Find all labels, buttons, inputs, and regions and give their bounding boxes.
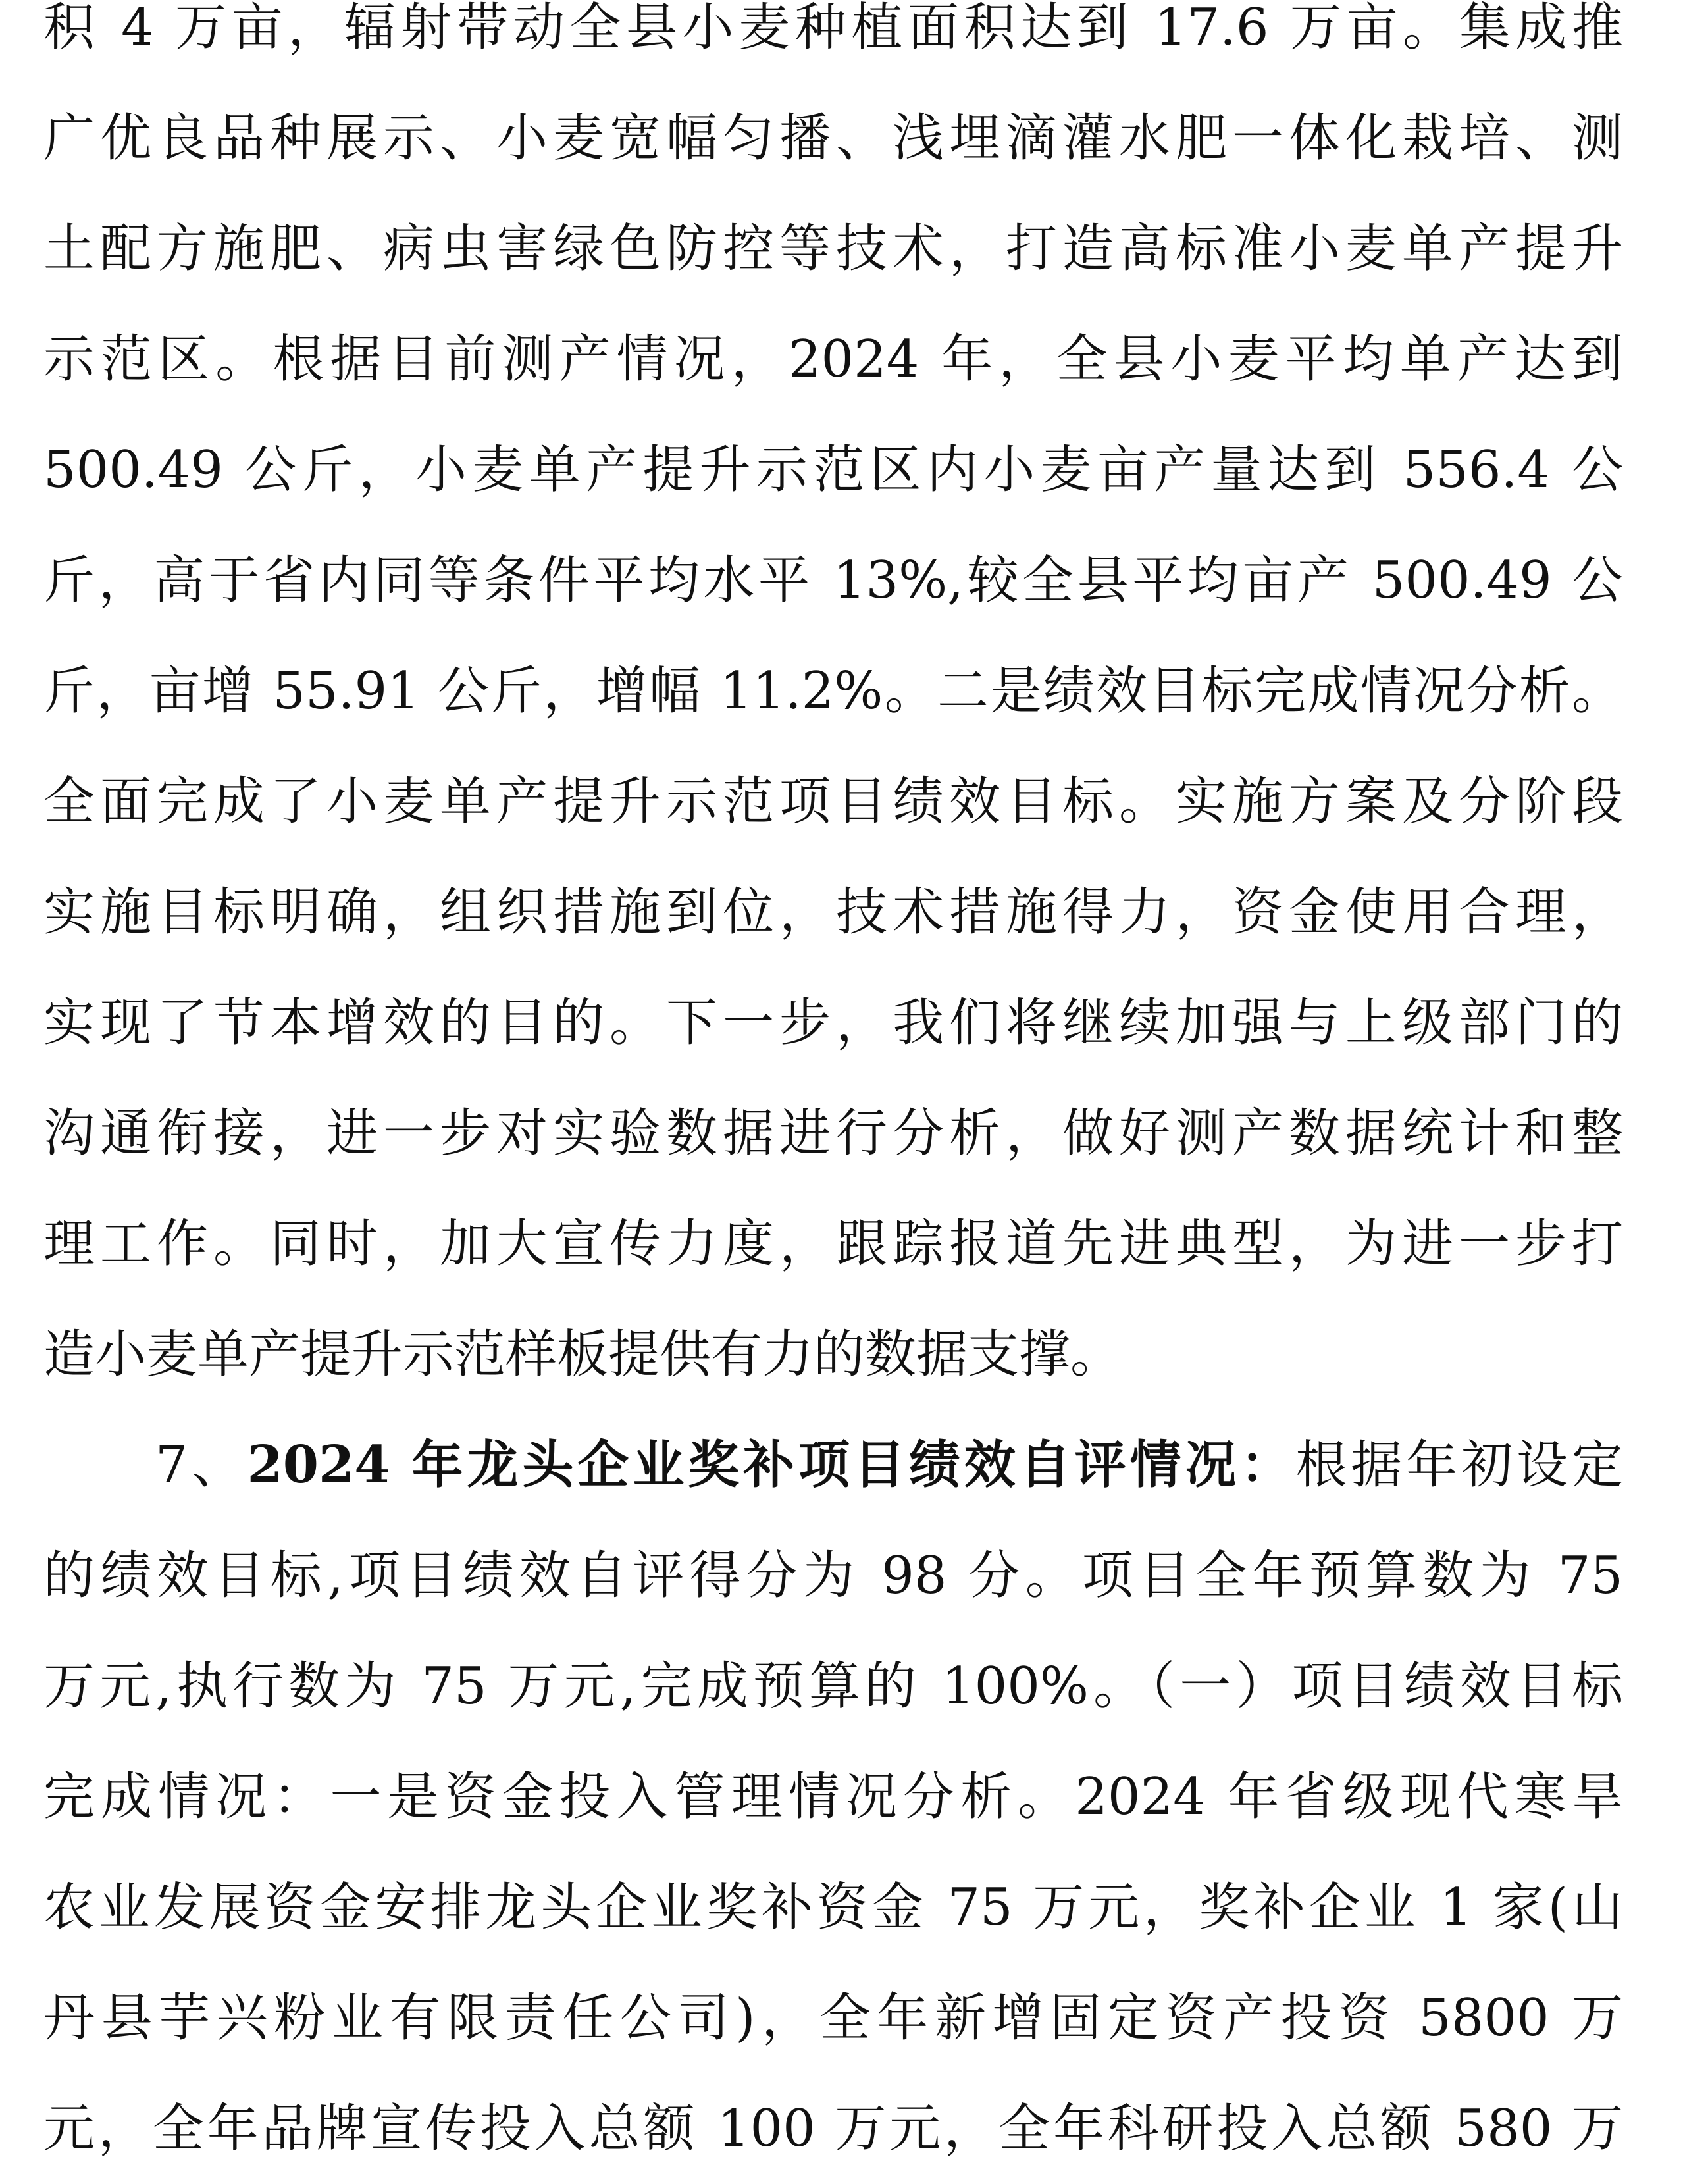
paragraph-line: 积 4 万亩，辐射带动全县小麦种植面积达到 17.6 万亩。集成推 bbox=[43, 0, 1623, 57]
body-text bbox=[43, 0, 1623, 2184]
paragraph-line: 广优良品种展示、小麦宽幅匀播、浅埋滴灌水肥一体化栽培、测 bbox=[43, 109, 1623, 168]
paragraph-line: 全面完成了小麦单产提升示范项目绩效目标。实施方案及分阶段 bbox=[43, 772, 1623, 831]
paragraph-line: 实现了节本增效的目的。下一步，我们将继续加强与上级部门的 bbox=[43, 993, 1623, 1053]
paragraph-line: 理工作。同时，加大宣传力度，跟踪报道先进典型，为进一步打 bbox=[43, 1214, 1623, 1274]
paragraph-line: 丹县芋兴粉业有限责任公司)，全年新增固定资产投资 5800 万 bbox=[43, 1989, 1623, 2048]
paragraph-line: 万元,执行数为 75 万元,完成预算的 100%。（一）项目绩效目标 bbox=[43, 1657, 1623, 1716]
paragraph-line: 示范区。根据目前测产情况，2024 年，全县小麦平均单产达到 bbox=[43, 330, 1623, 389]
section-first-line-text: 根据年初设定 bbox=[1295, 1436, 1623, 1495]
paragraph-line: 实施目标明确，组织措施到位，技术措施得力，资金使用合理， bbox=[43, 883, 1623, 942]
section-heading: 2024 年龙头企业奖补项目绩效自评情况： bbox=[247, 1435, 1296, 1495]
paragraph-line: 斤，高于省内同等条件平均水平 13%,较全县平均亩产 500.49 公 bbox=[43, 551, 1623, 610]
paragraph-line: 500.49 公斤，小麦单产提升示范区内小麦亩产量达到 556.4 公 bbox=[43, 440, 1623, 500]
section-number: 7、 bbox=[155, 1436, 247, 1495]
paragraph-line: 土配方施肥、病虫害绿色防控等技术，打造高标准小麦单产提升 bbox=[43, 219, 1623, 278]
paragraph-line: 的绩效目标,项目绩效自评得分为 98 分。项目全年预算数为 75 bbox=[43, 1546, 1623, 1605]
paragraph-line: 沟通衔接，进一步对实验数据进行分析，做好测产数据统计和整 bbox=[43, 1104, 1623, 1163]
paragraph-line: 斤，亩增 55.91 公斤，增幅 11.2%。二是绩效目标完成情况分析。 bbox=[43, 662, 1623, 721]
section-heading-line bbox=[43, 1410, 1623, 1521]
paragraph-line: 元，全年品牌宣传投入总额 100 万元，全年科研投入总额 580 万 bbox=[43, 2099, 1623, 2158]
paragraph-line: 农业发展资金安排龙头企业奖补资金 75 万元，奖补企业 1 家(山 bbox=[43, 1878, 1623, 1937]
paragraph-line: 造小麦单产提升示范样板提供有力的数据支撑。 bbox=[43, 1325, 1122, 1384]
paragraph-line: 完成情况：一是资金投入管理情况分析。2024 年省级现代寒旱 bbox=[43, 1767, 1623, 1827]
